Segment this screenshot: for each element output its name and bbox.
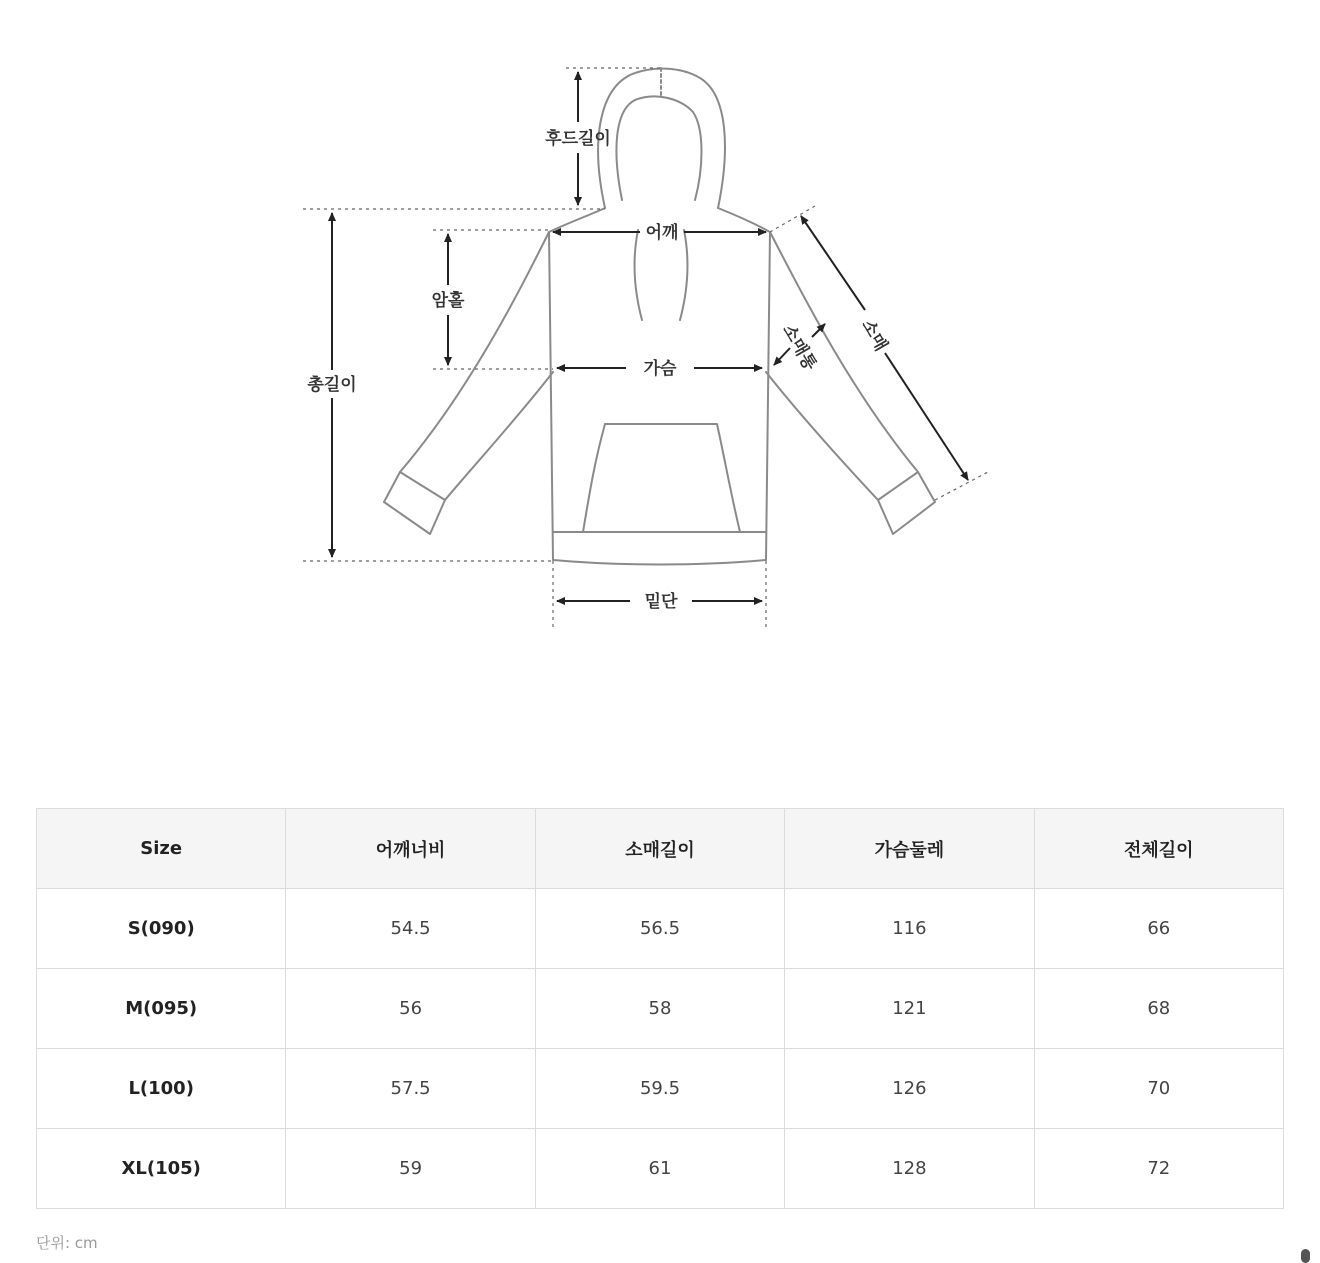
size-cell: M(095) xyxy=(37,969,286,1049)
table-cell: 66 xyxy=(1034,889,1283,969)
table-cell: 58 xyxy=(535,969,784,1049)
header-total-length: 전체길이 xyxy=(1034,809,1283,889)
label-hood-length: 후드길이 xyxy=(545,129,611,149)
header-shoulder-width: 어깨너비 xyxy=(286,809,535,889)
header-chest-circumference: 가슴둘레 xyxy=(785,809,1034,889)
table-cell: 70 xyxy=(1034,1049,1283,1129)
label-sleeve: 소매 xyxy=(857,316,892,355)
table-cell: 72 xyxy=(1034,1129,1283,1209)
guide-lines xyxy=(303,68,988,630)
hoodie-outline xyxy=(384,68,935,565)
table-row xyxy=(37,889,1284,969)
table-cell: 59 xyxy=(286,1129,535,1209)
table-cell: 121 xyxy=(785,969,1034,1049)
size-cell: S(090) xyxy=(37,889,286,969)
table-cell: 56.5 xyxy=(535,889,784,969)
label-shoulder: 어깨 xyxy=(645,223,679,243)
label-chest: 가슴 xyxy=(643,359,677,379)
table-cell: 56 xyxy=(286,969,535,1049)
label-armhole: 암홀 xyxy=(431,291,465,311)
table-header-row xyxy=(37,809,1284,889)
label-hem: 밑단 xyxy=(644,592,678,612)
table-cell: 54.5 xyxy=(286,889,535,969)
table-row xyxy=(37,1049,1284,1129)
size-table xyxy=(36,808,1284,1209)
table-cell: 68 xyxy=(1034,969,1283,1049)
table-cell: 59.5 xyxy=(535,1049,784,1129)
table-row xyxy=(37,1129,1284,1209)
label-sleeve-width: 소매통 xyxy=(778,321,821,374)
header-size: Size xyxy=(37,809,286,889)
header-sleeve-length: 소매길이 xyxy=(535,809,784,889)
table-row xyxy=(37,969,1284,1049)
table-cell: 116 xyxy=(785,889,1034,969)
table-cell: 61 xyxy=(535,1129,784,1209)
size-cell: L(100) xyxy=(37,1049,286,1129)
scrollbar-thumb[interactable] xyxy=(1301,1249,1310,1263)
size-cell: XL(105) xyxy=(37,1129,286,1209)
table-cell: 128 xyxy=(785,1129,1034,1209)
table-cell: 126 xyxy=(785,1049,1034,1129)
label-total-length: 총길이 xyxy=(307,375,357,395)
table-cell: 57.5 xyxy=(286,1049,535,1129)
unit-note: 단위: cm xyxy=(36,1234,98,1252)
